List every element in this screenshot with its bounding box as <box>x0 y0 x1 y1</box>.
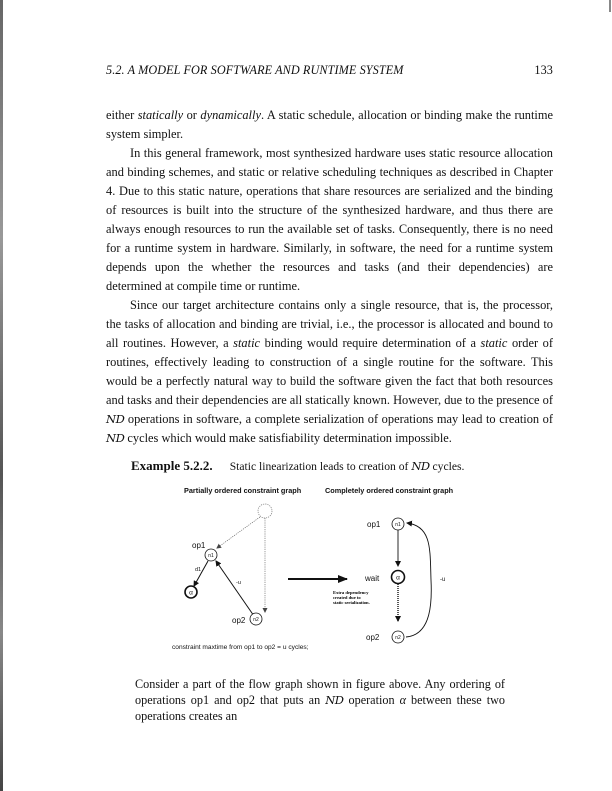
alpha-symbol: α <box>399 693 406 707</box>
scan-left-edge <box>0 0 3 791</box>
figure-canvas <box>150 480 490 660</box>
nd-symbol: ND <box>106 431 125 445</box>
text-run: binding would require determination of a <box>260 336 481 350</box>
text-run: . A static schedule, allocation or binding make the runtime system simpler. <box>106 108 553 141</box>
nd-symbol: ND <box>325 693 344 707</box>
example-heading <box>131 458 464 474</box>
nd-symbol: ND <box>411 459 430 473</box>
left-node-n2-label: n2 <box>253 617 259 623</box>
edge-d1-label: d1 <box>195 567 202 573</box>
text-run: either <box>106 108 138 122</box>
extra-dependency-note-2: created due to <box>333 595 361 600</box>
emphasis-static: static <box>233 336 261 350</box>
section-title: 5.2. A MODEL FOR SOFTWARE AND RUNTIME SYSTEM <box>106 63 404 77</box>
body-text <box>106 106 553 448</box>
edge-op2-to-op1 <box>216 561 254 616</box>
edge-op1-to-alpha <box>194 561 208 586</box>
right-op2-label: op2 <box>366 633 380 642</box>
constraint-note: constraint maxtime from op1 to op2 = u cycles; <box>172 644 309 651</box>
text-run: order of routines, effectively leading to construction of a single routine for the software. This would be a perfectly natural way to build the software given the fact that both resources and tasks and their dependencies are all statically known. However, due to the presence of <box>106 336 553 407</box>
text-run: Since our target architecture contains only a single resource, that is, the processor, the tasks of allocation and binding are trivial, i.e., the processor is allocated and bound to all routines. However, a <box>106 298 553 350</box>
extra-dependency-note-1: Extra dependency <box>333 590 369 595</box>
source-node <box>258 504 272 518</box>
paragraph-2: In this general framework, most synthesized hardware uses static resource allocation and binding schemes, and static or relative scheduling techniques as described in Chapter 4. Due to this static nature, operations that share resources are serialized and the binding of resources is built into the structure of the synthesized hardware, and thus there are always enough resources to run the available set of tasks. Consequently, there is no need for a runtime system in hardware. Similarly, in software, the need for a runtime system depends upon the whether the resources and tasks (and their dependencies) are determined at compile time or runtime. <box>106 146 553 293</box>
text-run: cycles. <box>429 460 465 473</box>
extra-dependency-note-3: static serialization. <box>333 600 370 605</box>
right-edge-minus-u-label: -u <box>440 577 446 583</box>
text-run: Static linearization leads to creation of <box>229 460 412 473</box>
text-run: Consider a part of the flow graph shown in figure above. Any ordering of operations op1 and op2 that puts an <box>135 677 505 707</box>
emphasis-statically: statically <box>137 108 184 122</box>
left-edge-minus-u-label: -u <box>236 580 241 586</box>
right-graph-title: Completely ordered constraint graph <box>325 486 454 495</box>
right-op1-label: op1 <box>367 520 381 529</box>
left-graph-title: Partially ordered constraint graph <box>184 486 302 495</box>
text-run: cycles which would make satisfiability determination impossible. <box>124 431 452 445</box>
right-wait-label: wait <box>365 574 380 583</box>
text-run: between these two operations creates an <box>135 693 505 723</box>
text-run: operations in software, a complete serialization of operations may lead to creation of <box>124 412 553 426</box>
paragraph-3 <box>106 296 553 448</box>
left-op1-label: op1 <box>192 541 206 550</box>
text-run: operation <box>343 693 400 707</box>
emphasis-dynamically: dynamically <box>200 108 261 122</box>
paragraph-1 <box>106 106 553 144</box>
running-head <box>106 63 553 79</box>
constraint-graph-figure <box>150 480 490 660</box>
emphasis-static: static <box>480 336 508 350</box>
left-node-alpha-label: α <box>189 589 193 597</box>
right-node-alpha-label: α <box>396 574 400 582</box>
closing-text <box>135 676 505 724</box>
example-caption <box>230 460 465 473</box>
left-op2-label: op2 <box>232 616 246 625</box>
scan-right-edge <box>609 0 611 12</box>
left-node-n1-label: n1 <box>208 553 214 559</box>
right-node-n2-label: n2 <box>395 635 401 641</box>
page-number: 133 <box>534 63 553 77</box>
right-node-n1-label: n1 <box>395 522 401 528</box>
example-label: Example 5.2.2. <box>131 458 213 473</box>
nd-symbol: ND <box>106 412 125 426</box>
edge-op2-to-op1-backward <box>406 523 431 637</box>
closing-paragraph <box>135 676 505 724</box>
edge-source-to-op1 <box>217 517 260 548</box>
text-run: or <box>183 108 201 122</box>
